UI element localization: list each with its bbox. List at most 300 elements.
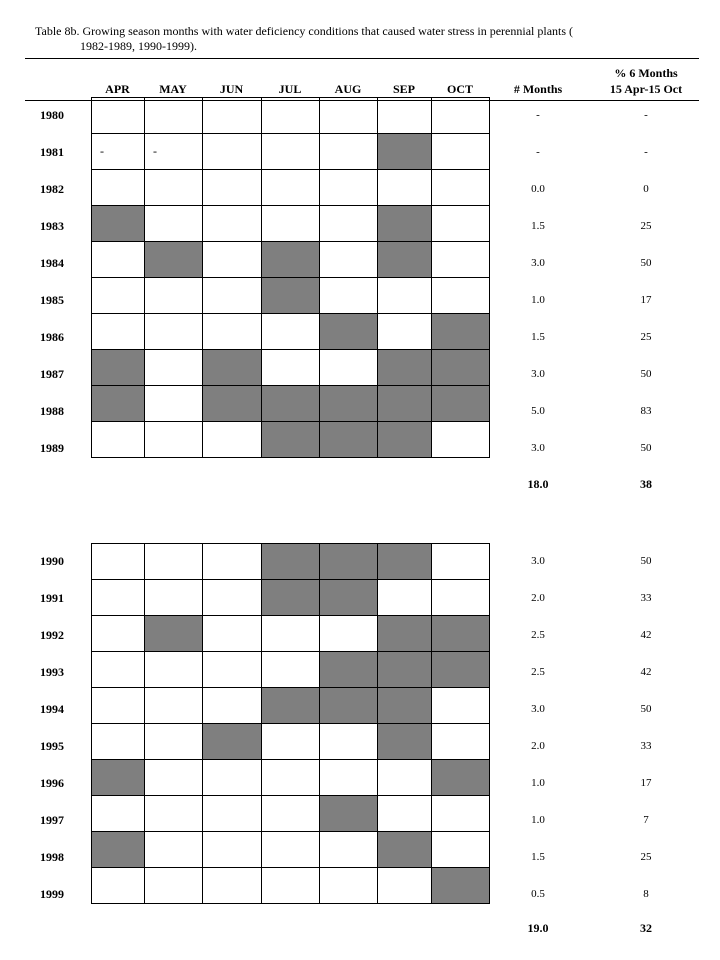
table-row	[92, 616, 490, 652]
cell-text	[203, 180, 211, 194]
cell-text	[378, 216, 386, 230]
cell-text	[432, 878, 440, 892]
cell-text	[378, 734, 386, 748]
month-cell	[432, 544, 490, 580]
cell-text	[262, 396, 270, 410]
month-cell	[378, 170, 432, 206]
year-label: 1981	[40, 145, 64, 159]
cell-text	[145, 252, 153, 266]
month-cell	[320, 242, 378, 278]
months-value: 1.5	[531, 220, 545, 232]
cell-text	[378, 432, 386, 446]
months-value: 3.0	[531, 442, 545, 454]
cell-text	[378, 108, 386, 122]
month-cell	[203, 688, 262, 724]
stress-cell	[320, 796, 378, 832]
month-cell	[262, 868, 320, 904]
year-label: 1994	[40, 702, 64, 716]
month-cell	[320, 170, 378, 206]
months-value: 0.0	[531, 183, 545, 195]
cell-text	[378, 554, 386, 568]
stress-cell	[203, 724, 262, 760]
cell-text	[145, 396, 153, 410]
cell-text	[145, 626, 153, 640]
pct-value: 7	[643, 814, 649, 826]
stress-cell	[262, 422, 320, 458]
year-label: 1987	[40, 367, 64, 381]
month-cell	[432, 724, 490, 760]
month-cell	[145, 98, 203, 134]
cell-text: -	[153, 144, 157, 158]
year-label: 1990	[40, 554, 64, 568]
cell-text	[262, 554, 270, 568]
stress-cell	[378, 724, 432, 760]
stress-cell	[378, 422, 432, 458]
cell-text	[92, 396, 100, 410]
cell-text	[378, 180, 386, 194]
cell-text	[92, 288, 100, 302]
cell-text	[378, 324, 386, 338]
cell-text	[432, 432, 440, 446]
month-cell	[203, 868, 262, 904]
cell-text	[92, 698, 100, 712]
month-cell	[203, 278, 262, 314]
table-row	[92, 206, 490, 242]
header-month-sep: SEP	[392, 82, 415, 96]
cell-text	[378, 878, 386, 892]
month-cell	[262, 652, 320, 688]
month-cell	[92, 616, 145, 652]
cell-text	[432, 698, 440, 712]
cell-text	[203, 360, 211, 374]
cell-text	[203, 626, 211, 640]
stress-cell	[320, 544, 378, 580]
stress-cell	[262, 688, 320, 724]
pct-value: 0	[643, 183, 649, 195]
month-cell	[145, 350, 203, 386]
month-cell	[145, 134, 203, 170]
stress-cell	[92, 386, 145, 422]
cell-text	[203, 216, 211, 230]
cell-text	[320, 698, 328, 712]
month-cell	[262, 98, 320, 134]
stress-cell	[378, 386, 432, 422]
table-row	[92, 134, 490, 170]
pct-value: 8	[643, 888, 649, 900]
month-cell	[262, 796, 320, 832]
caption-line-1: Table 8b. Growing season months with water deficiency conditions that caused water stress in perennial plants (	[35, 24, 574, 38]
month-cell	[145, 170, 203, 206]
month-cell	[262, 350, 320, 386]
month-cell	[262, 314, 320, 350]
cell-text	[145, 590, 153, 604]
cell-text	[378, 252, 386, 266]
header-pct-line-2: 15 Apr-15 Oct	[609, 82, 683, 96]
pct-value: -	[644, 146, 648, 158]
cell-text	[432, 180, 440, 194]
stress-cell	[262, 278, 320, 314]
table-row	[92, 724, 490, 760]
cell-text	[320, 842, 328, 856]
months-value: 2.5	[531, 666, 545, 678]
cell-text	[262, 590, 270, 604]
cell-text	[203, 878, 211, 892]
stress-cell	[432, 314, 490, 350]
cell-text	[262, 626, 270, 640]
stress-cell	[262, 386, 320, 422]
header-month-oct: OCT	[446, 82, 473, 96]
cell-text	[378, 144, 386, 158]
stress-grid	[91, 97, 490, 458]
stress-cell	[320, 652, 378, 688]
month-cell	[320, 278, 378, 314]
cell-text	[432, 216, 440, 230]
month-cell	[92, 170, 145, 206]
cell-text	[92, 770, 100, 784]
cell-text	[145, 662, 153, 676]
month-cell	[203, 242, 262, 278]
stress-cell	[320, 422, 378, 458]
month-cell	[203, 544, 262, 580]
cell-text	[203, 770, 211, 784]
year-label: 1993	[40, 665, 64, 679]
pct-value: 83	[640, 405, 652, 417]
header-month-jun: JUN	[219, 82, 244, 96]
month-cell	[145, 652, 203, 688]
month-cell	[145, 832, 203, 868]
month-cell	[262, 760, 320, 796]
cell-text	[432, 770, 440, 784]
months-value: 3.0	[531, 555, 545, 567]
year-label: 1983	[40, 219, 64, 233]
header-top-rule	[25, 58, 699, 59]
pct-value: -	[644, 109, 648, 121]
months-value: -	[536, 146, 540, 158]
year-label: 1991	[40, 591, 64, 605]
stress-cell	[203, 386, 262, 422]
cell-text	[378, 770, 386, 784]
cell-text	[92, 734, 100, 748]
month-cell	[92, 724, 145, 760]
month-cell	[432, 98, 490, 134]
cell-text	[432, 360, 440, 374]
cell-text	[92, 216, 100, 230]
cell-text	[378, 806, 386, 820]
month-cell	[145, 868, 203, 904]
cell-text	[145, 360, 153, 374]
month-cell	[203, 616, 262, 652]
cell-text	[262, 360, 270, 374]
cell-text	[92, 590, 100, 604]
stress-cell	[92, 206, 145, 242]
header-num-months: # Months	[513, 82, 563, 96]
cell-text	[262, 662, 270, 676]
month-cell	[203, 134, 262, 170]
pct-value: 17	[640, 294, 652, 306]
cell-text	[320, 252, 328, 266]
pct-value: 50	[640, 257, 652, 269]
pct-value: 25	[640, 220, 652, 232]
month-cell	[203, 580, 262, 616]
month-cell	[432, 796, 490, 832]
stress-cell	[378, 544, 432, 580]
cell-text	[432, 842, 440, 856]
month-cell	[145, 760, 203, 796]
cell-text	[262, 698, 270, 712]
cell-text	[378, 288, 386, 302]
year-label: 1992	[40, 628, 64, 642]
total-months: 19.0	[527, 921, 549, 935]
cell-text	[432, 252, 440, 266]
stress-cell	[378, 134, 432, 170]
cell-text	[145, 842, 153, 856]
pct-value: 42	[640, 666, 652, 678]
months-value: 3.0	[531, 703, 545, 715]
year-label: 1980	[40, 108, 64, 122]
cell-text	[145, 878, 153, 892]
cell-text	[203, 324, 211, 338]
month-cell	[432, 278, 490, 314]
month-cell	[203, 652, 262, 688]
cell-text	[145, 288, 153, 302]
pct-value: 50	[640, 555, 652, 567]
month-cell	[262, 832, 320, 868]
month-cell	[145, 206, 203, 242]
month-cell	[145, 796, 203, 832]
stress-cell	[378, 242, 432, 278]
cell-text	[432, 554, 440, 568]
cell-text	[432, 590, 440, 604]
month-cell	[432, 134, 490, 170]
month-cell	[320, 206, 378, 242]
cell-text	[320, 662, 328, 676]
cell-text	[203, 396, 211, 410]
pct-value: 25	[640, 331, 652, 343]
cell-text	[320, 432, 328, 446]
month-cell	[92, 544, 145, 580]
year-label: 1997	[40, 813, 64, 827]
month-cell	[432, 206, 490, 242]
month-cell	[203, 98, 262, 134]
cell-text	[92, 878, 100, 892]
table-row	[92, 350, 490, 386]
header-month-may: MAY	[159, 82, 187, 96]
month-cell	[145, 314, 203, 350]
months-value: 2.0	[531, 592, 545, 604]
cell-text	[203, 806, 211, 820]
cell-text	[92, 432, 100, 446]
pct-value: 33	[640, 592, 652, 604]
month-cell	[378, 868, 432, 904]
cell-text	[92, 252, 100, 266]
cell-text: -	[100, 144, 104, 158]
cell-text	[432, 324, 440, 338]
months-value: 3.0	[531, 368, 545, 380]
month-cell	[320, 616, 378, 652]
month-cell	[203, 796, 262, 832]
cell-text	[262, 288, 270, 302]
month-cell	[262, 724, 320, 760]
year-label: 1995	[40, 739, 64, 753]
stress-cell	[378, 616, 432, 652]
month-cell	[378, 314, 432, 350]
months-value: 1.0	[531, 814, 545, 826]
year-label: 1985	[40, 293, 64, 307]
cell-text	[378, 590, 386, 604]
cell-text	[203, 144, 211, 158]
cell-text	[320, 554, 328, 568]
month-cell	[262, 616, 320, 652]
cell-text	[378, 360, 386, 374]
stress-cell	[145, 616, 203, 652]
cell-text	[262, 432, 270, 446]
month-cell	[145, 422, 203, 458]
stress-grid	[91, 543, 490, 904]
month-cell	[92, 580, 145, 616]
cell-text	[145, 324, 153, 338]
cell-text	[320, 878, 328, 892]
months-value: 1.0	[531, 294, 545, 306]
table-row	[92, 580, 490, 616]
month-cell	[145, 544, 203, 580]
stress-cell	[378, 652, 432, 688]
table-row	[92, 278, 490, 314]
cell-text	[320, 590, 328, 604]
cell-text	[432, 396, 440, 410]
cell-text	[262, 842, 270, 856]
caption-line-2: 1982-1989, 1990-1999).	[80, 39, 197, 53]
month-cell	[262, 134, 320, 170]
table-row	[92, 170, 490, 206]
cell-text	[92, 180, 100, 194]
month-cell	[432, 580, 490, 616]
header-pct-line-1: % 6 Months	[614, 66, 678, 80]
month-cell	[378, 796, 432, 832]
month-cell	[92, 98, 145, 134]
cell-text	[145, 770, 153, 784]
cell-text	[145, 698, 153, 712]
year-label: 1982	[40, 182, 64, 196]
table-row	[92, 688, 490, 724]
cell-text	[203, 662, 211, 676]
month-cell	[203, 206, 262, 242]
cell-text	[92, 360, 100, 374]
total-months: 18.0	[527, 477, 549, 491]
month-cell	[145, 580, 203, 616]
pct-value: 50	[640, 703, 652, 715]
cell-text	[203, 698, 211, 712]
cell-text	[92, 842, 100, 856]
year-label: 1984	[40, 256, 64, 270]
table-row	[92, 386, 490, 422]
stress-cell	[320, 314, 378, 350]
cell-text	[378, 662, 386, 676]
cell-text	[378, 626, 386, 640]
months-value: 1.5	[531, 331, 545, 343]
month-cell	[92, 134, 145, 170]
month-cell	[320, 724, 378, 760]
year-label: 1989	[40, 441, 64, 455]
header-month-aug: AUG	[334, 82, 362, 96]
stress-cell	[432, 350, 490, 386]
total-pct: 38	[640, 477, 652, 491]
stress-cell	[378, 350, 432, 386]
month-cell	[262, 170, 320, 206]
cell-text	[432, 108, 440, 122]
year-label: 1999	[40, 887, 64, 901]
pct-value: 50	[640, 368, 652, 380]
cell-text	[432, 734, 440, 748]
months-value: 1.0	[531, 777, 545, 789]
month-cell	[145, 688, 203, 724]
cell-text	[262, 216, 270, 230]
cell-text	[262, 108, 270, 122]
months-value: 0.5	[531, 888, 545, 900]
cell-text	[145, 432, 153, 446]
months-value: 1.5	[531, 851, 545, 863]
cell-text	[92, 324, 100, 338]
cell-text	[203, 288, 211, 302]
table-row	[92, 98, 490, 134]
year-label: 1996	[40, 776, 64, 790]
pct-value: 33	[640, 740, 652, 752]
table-row	[92, 242, 490, 278]
cell-text	[432, 662, 440, 676]
table-row	[92, 652, 490, 688]
month-cell	[203, 170, 262, 206]
month-cell	[92, 796, 145, 832]
cell-text	[378, 396, 386, 410]
cell-text	[203, 252, 211, 266]
cell-text	[320, 626, 328, 640]
month-cell	[378, 580, 432, 616]
stress-cell	[92, 760, 145, 796]
month-cell	[320, 350, 378, 386]
month-cell	[320, 134, 378, 170]
cell-text	[262, 144, 270, 158]
cell-text	[203, 590, 211, 604]
month-cell	[92, 242, 145, 278]
month-cell	[432, 832, 490, 868]
header-month-jul: JUL	[278, 82, 302, 96]
cell-text	[320, 216, 328, 230]
month-cell	[432, 688, 490, 724]
table-row	[92, 314, 490, 350]
cell-text	[145, 216, 153, 230]
month-cell	[320, 760, 378, 796]
cell-text	[262, 734, 270, 748]
months-value: 3.0	[531, 257, 545, 269]
cell-text	[320, 770, 328, 784]
month-cell	[145, 724, 203, 760]
stress-cell	[262, 242, 320, 278]
cell-text	[320, 324, 328, 338]
stress-cell	[378, 688, 432, 724]
month-cell	[92, 278, 145, 314]
month-cell	[320, 832, 378, 868]
cell-text	[262, 878, 270, 892]
table-row	[92, 832, 490, 868]
cell-text	[262, 324, 270, 338]
pct-value: 50	[640, 442, 652, 454]
month-cell	[320, 98, 378, 134]
year-label: 1986	[40, 330, 64, 344]
month-cell	[203, 760, 262, 796]
pct-value: 42	[640, 629, 652, 641]
month-cell	[320, 868, 378, 904]
stress-cell	[432, 652, 490, 688]
cell-text	[320, 288, 328, 302]
